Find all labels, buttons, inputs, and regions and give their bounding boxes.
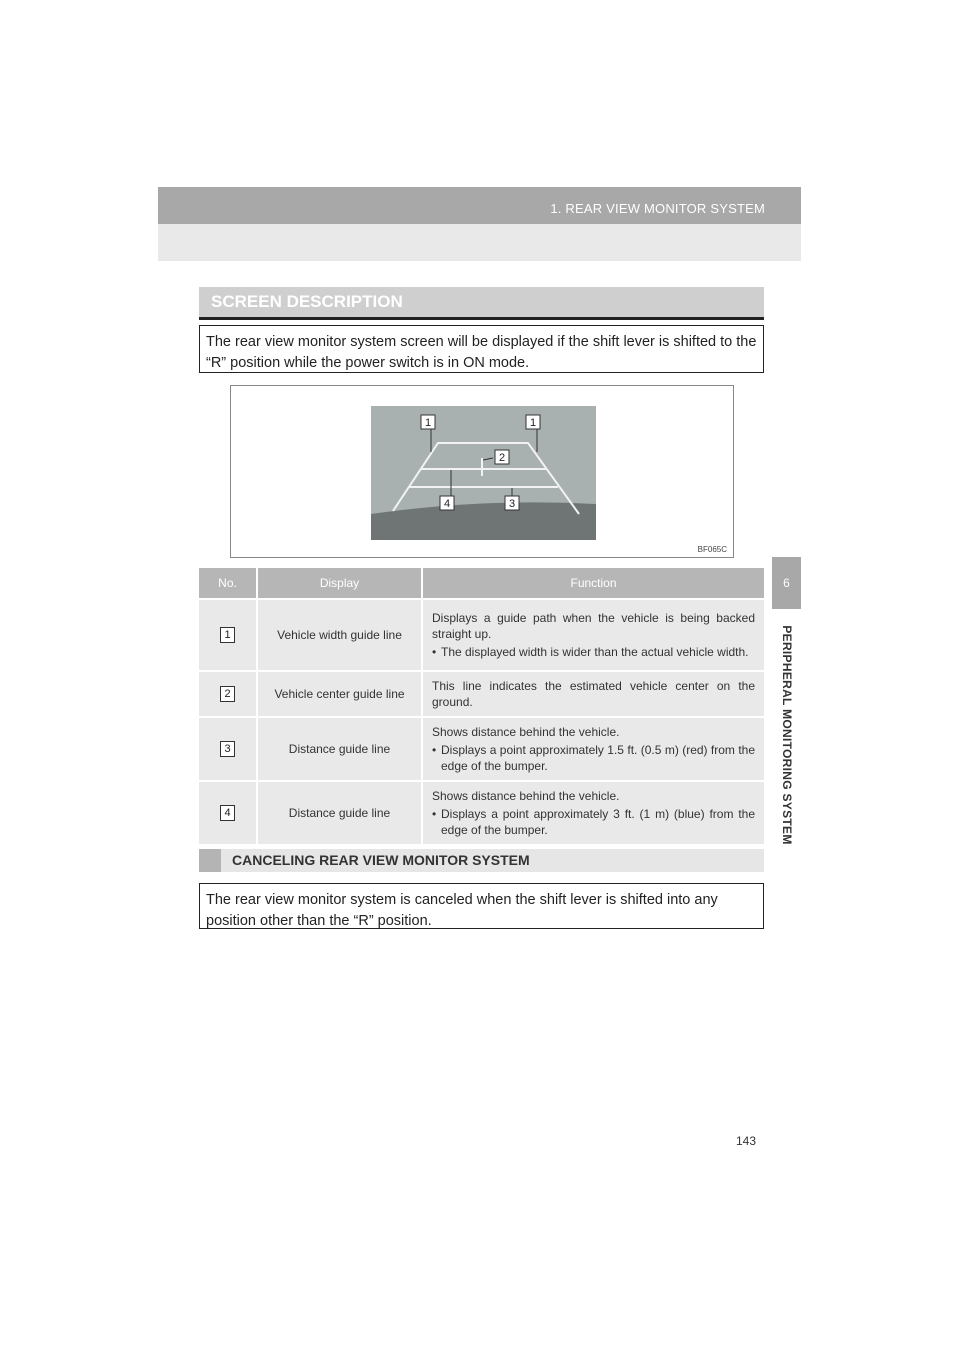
row-number-box: 4 [220, 805, 235, 821]
table-row [199, 598, 764, 670]
cell-function [423, 598, 764, 670]
cell-no [199, 598, 258, 670]
bullet-icon: • [432, 743, 437, 757]
cell-display: Distance guide line [258, 780, 423, 844]
function-table [199, 568, 764, 844]
chapter-label [773, 620, 801, 850]
bullet-icon: • [432, 645, 437, 659]
table-header-row [199, 568, 764, 598]
callout-number: 4 [443, 498, 451, 510]
figure-code: BF065C [697, 545, 727, 554]
header-title: 1. REAR VIEW MONITOR SYSTEM [550, 201, 765, 216]
section-heading-canceling [199, 849, 764, 872]
canceling-text: The rear view monitor system is canceled when the shift lever is shifted into any position other than the “R” position. [199, 883, 764, 929]
chapter-tab: 6 [772, 557, 801, 609]
header-no: No. [199, 568, 258, 598]
callout-number: 3 [508, 498, 516, 510]
cell-display: Vehicle width guide line [258, 598, 423, 670]
header-display: Display [258, 568, 423, 598]
monitor-illustration-svg [231, 386, 735, 559]
page-header [158, 187, 801, 261]
table-row [199, 780, 764, 844]
table-row [199, 716, 764, 780]
header-function: Function [423, 568, 764, 598]
cell-display: Distance guide line [258, 716, 423, 780]
bullet-text: Displays a point approximately 1.5 ft. (0.5 m) (red) from the edge of the bumper. [441, 743, 755, 773]
callout-number: 1 [424, 417, 432, 429]
function-bullet [432, 742, 755, 774]
heading-marker [199, 849, 221, 872]
cell-function [423, 716, 764, 780]
bullet-icon: • [432, 807, 437, 821]
function-bullet [432, 644, 755, 660]
page-number: 143 [736, 1134, 757, 1148]
function-text: Shows distance behind the vehicle. [432, 725, 620, 739]
function-text: This line indicates the estimated vehicle center on the ground. [432, 679, 755, 709]
table-row [199, 670, 764, 716]
cell-no [199, 716, 258, 780]
cell-function [423, 780, 764, 844]
cell-no [199, 780, 258, 844]
function-text: Displays a guide path when the vehicle is being backed straight up. [432, 611, 755, 641]
row-number-box: 2 [220, 686, 235, 702]
chapter-label-text: PERIPHERAL MONITORING SYSTEM [780, 625, 794, 845]
section-heading-screen-description [199, 287, 764, 320]
cell-display: Vehicle center guide line [258, 670, 423, 716]
function-bullet [432, 806, 755, 838]
bullet-text: The displayed width is wider than the actual vehicle width. [441, 645, 749, 659]
row-number-box: 1 [220, 627, 235, 643]
screen-description-text: The rear view monitor system screen will be displayed if the shift lever is shifted to the “R” position while the power switch is in ON mode. [199, 325, 764, 373]
cell-no [199, 670, 258, 716]
section-heading-text: SCREEN DESCRIPTION [211, 292, 403, 311]
section-heading-text: CANCELING REAR VIEW MONITOR SYSTEM [232, 852, 530, 868]
callout-number: 2 [498, 452, 506, 464]
callout-number: 1 [529, 417, 537, 429]
cell-function [423, 670, 764, 716]
row-number-box: 3 [220, 741, 235, 757]
monitor-illustration [230, 385, 734, 558]
function-text: Shows distance behind the vehicle. [432, 789, 620, 803]
bullet-text: Displays a point approximately 3 ft. (1 m) (blue) from the edge of the bumper. [441, 807, 755, 837]
